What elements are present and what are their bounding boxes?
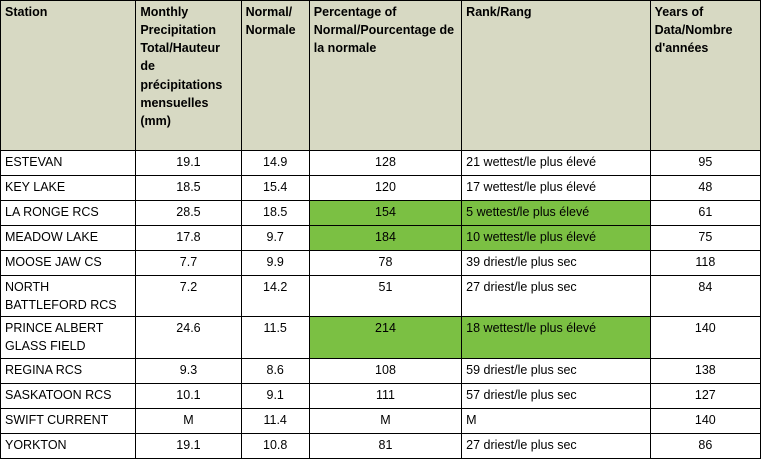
cell-rank: M bbox=[462, 408, 650, 433]
cell-rank: 17 wettest/le plus élevé bbox=[462, 176, 650, 201]
cell-years-of-data: 140 bbox=[650, 317, 760, 358]
column-header-percentage-of-normal: Percentage of Normal/Pourcentage de la normale bbox=[309, 1, 461, 151]
table-row bbox=[1, 408, 761, 433]
cell-station: NORTH BATTLEFORD RCS bbox=[1, 276, 136, 317]
cell-monthly-precipitation: 17.8 bbox=[136, 226, 241, 251]
cell-station: ESTEVAN bbox=[1, 151, 136, 176]
cell-percentage-of-normal: 81 bbox=[309, 433, 461, 458]
cell-normal: 15.4 bbox=[241, 176, 309, 201]
cell-rank: 59 driest/le plus sec bbox=[462, 358, 650, 383]
cell-years-of-data: 140 bbox=[650, 408, 760, 433]
cell-rank: 10 wettest/le plus élevé bbox=[462, 226, 650, 251]
cell-normal: 9.1 bbox=[241, 383, 309, 408]
column-header-years-of-data: Years of Data/Nombre d'années bbox=[650, 1, 760, 151]
cell-years-of-data: 138 bbox=[650, 358, 760, 383]
table-row bbox=[1, 383, 761, 408]
cell-monthly-precipitation: M bbox=[136, 408, 241, 433]
header-row bbox=[1, 1, 761, 151]
table-row bbox=[1, 251, 761, 276]
cell-station: LA RONGE RCS bbox=[1, 201, 136, 226]
cell-rank: 5 wettest/le plus élevé bbox=[462, 201, 650, 226]
cell-station: MEADOW LAKE bbox=[1, 226, 136, 251]
cell-normal: 11.4 bbox=[241, 408, 309, 433]
cell-monthly-precipitation: 18.5 bbox=[136, 176, 241, 201]
table-row bbox=[1, 226, 761, 251]
table-row bbox=[1, 358, 761, 383]
cell-normal: 9.9 bbox=[241, 251, 309, 276]
cell-station: KEY LAKE bbox=[1, 176, 136, 201]
cell-percentage-of-normal: 154 bbox=[309, 201, 461, 226]
cell-percentage-of-normal: 111 bbox=[309, 383, 461, 408]
cell-years-of-data: 86 bbox=[650, 433, 760, 458]
cell-normal: 18.5 bbox=[241, 201, 309, 226]
cell-normal: 9.7 bbox=[241, 226, 309, 251]
cell-years-of-data: 127 bbox=[650, 383, 760, 408]
cell-monthly-precipitation: 7.2 bbox=[136, 276, 241, 317]
cell-monthly-precipitation: 28.5 bbox=[136, 201, 241, 226]
table-row bbox=[1, 276, 761, 317]
cell-years-of-data: 61 bbox=[650, 201, 760, 226]
cell-rank: 57 driest/le plus sec bbox=[462, 383, 650, 408]
cell-percentage-of-normal: 51 bbox=[309, 276, 461, 317]
table-row bbox=[1, 201, 761, 226]
cell-percentage-of-normal: 108 bbox=[309, 358, 461, 383]
table-header bbox=[1, 1, 761, 151]
cell-years-of-data: 118 bbox=[650, 251, 760, 276]
cell-monthly-precipitation: 19.1 bbox=[136, 433, 241, 458]
cell-percentage-of-normal: 214 bbox=[309, 317, 461, 358]
cell-percentage-of-normal: 120 bbox=[309, 176, 461, 201]
table-row bbox=[1, 151, 761, 176]
table-row bbox=[1, 176, 761, 201]
column-header-normal: Normal/ Normale bbox=[241, 1, 309, 151]
cell-station: YORKTON bbox=[1, 433, 136, 458]
cell-normal: 10.8 bbox=[241, 433, 309, 458]
cell-years-of-data: 75 bbox=[650, 226, 760, 251]
cell-monthly-precipitation: 24.6 bbox=[136, 317, 241, 358]
cell-station: SWIFT CURRENT bbox=[1, 408, 136, 433]
cell-station: REGINA RCS bbox=[1, 358, 136, 383]
cell-rank: 39 driest/le plus sec bbox=[462, 251, 650, 276]
cell-monthly-precipitation: 9.3 bbox=[136, 358, 241, 383]
table-row bbox=[1, 433, 761, 458]
cell-rank: 27 driest/le plus sec bbox=[462, 276, 650, 317]
cell-percentage-of-normal: 78 bbox=[309, 251, 461, 276]
cell-station: MOOSE JAW CS bbox=[1, 251, 136, 276]
cell-station: SASKATOON RCS bbox=[1, 383, 136, 408]
cell-years-of-data: 84 bbox=[650, 276, 760, 317]
cell-normal: 14.2 bbox=[241, 276, 309, 317]
column-header-station: Station bbox=[1, 1, 136, 151]
table-body bbox=[1, 151, 761, 459]
cell-normal: 11.5 bbox=[241, 317, 309, 358]
table-row bbox=[1, 317, 761, 358]
cell-monthly-precipitation: 7.7 bbox=[136, 251, 241, 276]
cell-years-of-data: 48 bbox=[650, 176, 760, 201]
cell-normal: 14.9 bbox=[241, 151, 309, 176]
cell-percentage-of-normal: 128 bbox=[309, 151, 461, 176]
cell-rank: 21 wettest/le plus élevé bbox=[462, 151, 650, 176]
cell-normal: 8.6 bbox=[241, 358, 309, 383]
cell-rank: 18 wettest/le plus élevé bbox=[462, 317, 650, 358]
column-header-monthly-precipitation: Monthly Precipitation Total/Hauteur de précipitations mensuelles (mm) bbox=[136, 1, 241, 151]
cell-percentage-of-normal: 184 bbox=[309, 226, 461, 251]
cell-rank: 27 driest/le plus sec bbox=[462, 433, 650, 458]
cell-station: PRINCE ALBERT GLASS FIELD bbox=[1, 317, 136, 358]
cell-years-of-data: 95 bbox=[650, 151, 760, 176]
cell-monthly-precipitation: 19.1 bbox=[136, 151, 241, 176]
column-header-rank: Rank/Rang bbox=[462, 1, 650, 151]
cell-percentage-of-normal: M bbox=[309, 408, 461, 433]
cell-monthly-precipitation: 10.1 bbox=[136, 383, 241, 408]
